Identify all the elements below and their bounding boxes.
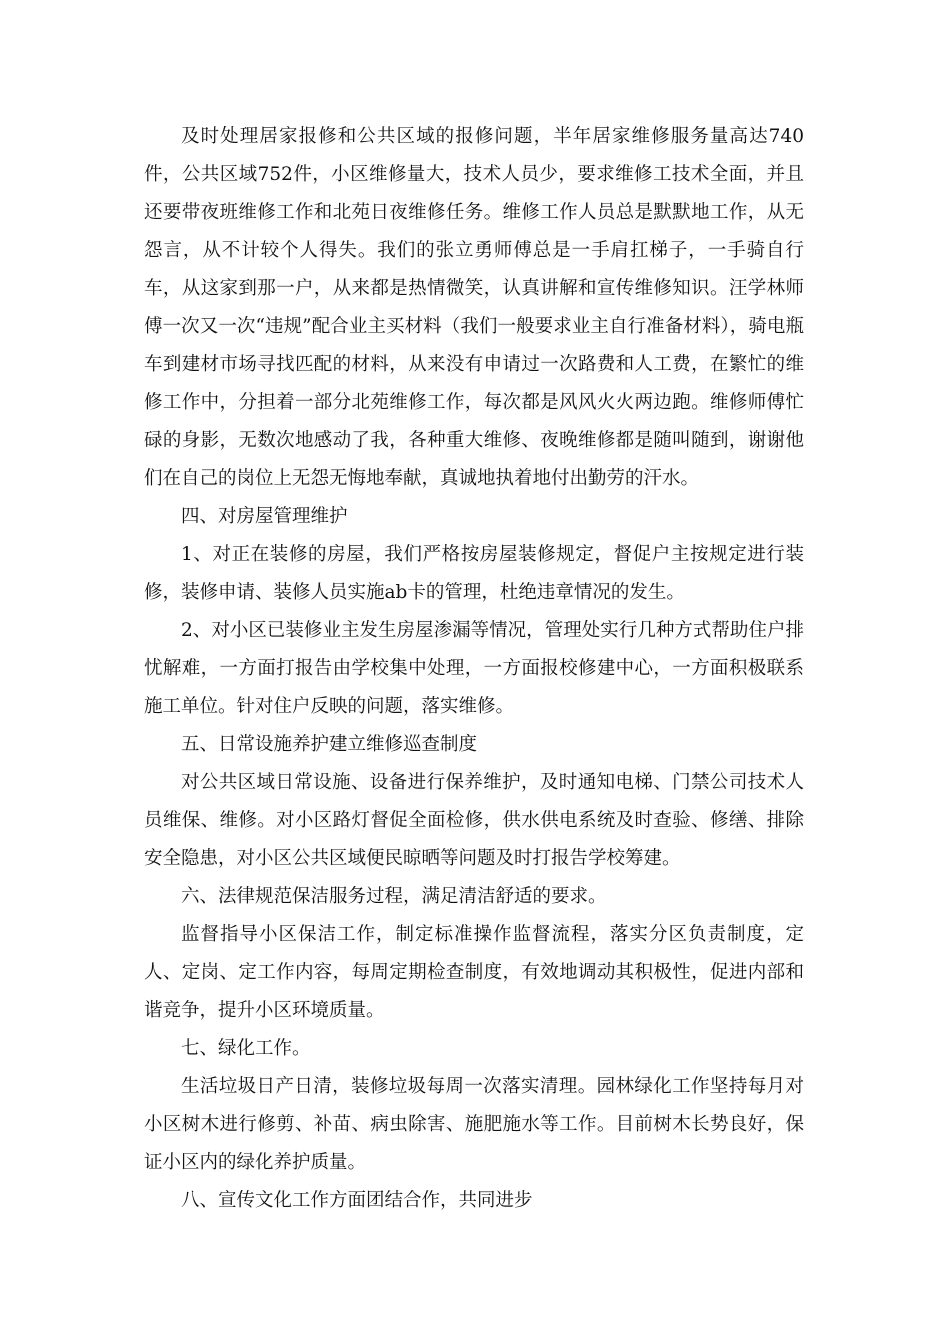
- paragraph-facility-maintenance: 对公共区域日常设施、设备进行保养维护，及时通知电梯、门禁公司技术人员维保、维修。对小区路灯督促全面检修，供水供电系统及时查验、修缮、排除安全隐患，对小区公共区域便民晾晒等问题及时打报告学校筹建。: [144, 772, 804, 869]
- paragraph-leakage-handling: 2、对小区已装修业主发生房屋渗漏等情况，管理处实行几种方式帮助住户排忧解难，一方面打报告由学校集中处理，一方面报校修建中心，一方面积极联系施工单位。针对住户反映的问题，落实维修。: [144, 620, 804, 717]
- document-body: [144, 118, 804, 1220]
- paragraph-renovation-management: 1、对正在装修的房屋，我们严格按房屋装修规定，督促户主按规定进行装修，装修申请、装修人员实施ab卡的管理，杜绝违章情况的发生。: [144, 544, 804, 603]
- heading-section-6: 六、法律规范保洁服务过程，满足清洁舒适的要求。: [181, 886, 607, 907]
- paragraph-maintenance-service: 及时处理居家报修和公共区域的报修问题，半年居家维修服务量高达740件，公共区域752件，小区维修量大，技术人员少，要求维修工技术全面，并且还要带夜班维修工作和北苑日夜维修任务。维修工作人员总是默默地工作，从无怨言，从不计较个人得失。我们的张立勇师傅总是一手肩扛梯子，一手骑自行车，从这家到那一户，从来都是热情微笑，认真讲解和宣传维修知识。汪学林师傅一次又一次“违规”配合业主买材料（我们一般要求业主自行准备材料），骑电瓶车到建材市场寻找匹配的材料，从来没有申请过一次路费和人工费，在繁忙的维修工作中，分担着一部分北苑维修工作，每次都是风风火火两边跑。维修师傅忙碌的身影，无数次地感动了我，各种重大维修、夜晚维修都是随叫随到，谢谢他们在自己的岗位上无怨无悔地奉献，真诚地执着地付出勤劳的汗水。: [144, 126, 804, 489]
- heading-section-5: 五、日常设施养护建立维修巡查制度: [181, 734, 478, 755]
- heading-section-7: 七、绿化工作。: [181, 1038, 311, 1059]
- paragraph-greening-work: 生活垃圾日产日清，装修垃圾每周一次落实清理。园林绿化工作坚持每月对小区树木进行修剪、补苗、病虫除害、施肥施水等工作。目前树木长势良好，保证小区内的绿化养护质量。: [144, 1076, 804, 1173]
- paragraph-cleaning-supervision: 监督指导小区保洁工作，制定标准操作监督流程，落实分区负责制度，定人、定岗、定工作内容，每周定期检查制度，有效地调动其积极性，促进内部和谐竞争，提升小区环境质量。: [144, 924, 804, 1021]
- heading-section-8: 八、宣传文化工作方面团结合作，共同进步: [181, 1190, 533, 1211]
- heading-section-4: 四、对房屋管理维护: [181, 506, 348, 527]
